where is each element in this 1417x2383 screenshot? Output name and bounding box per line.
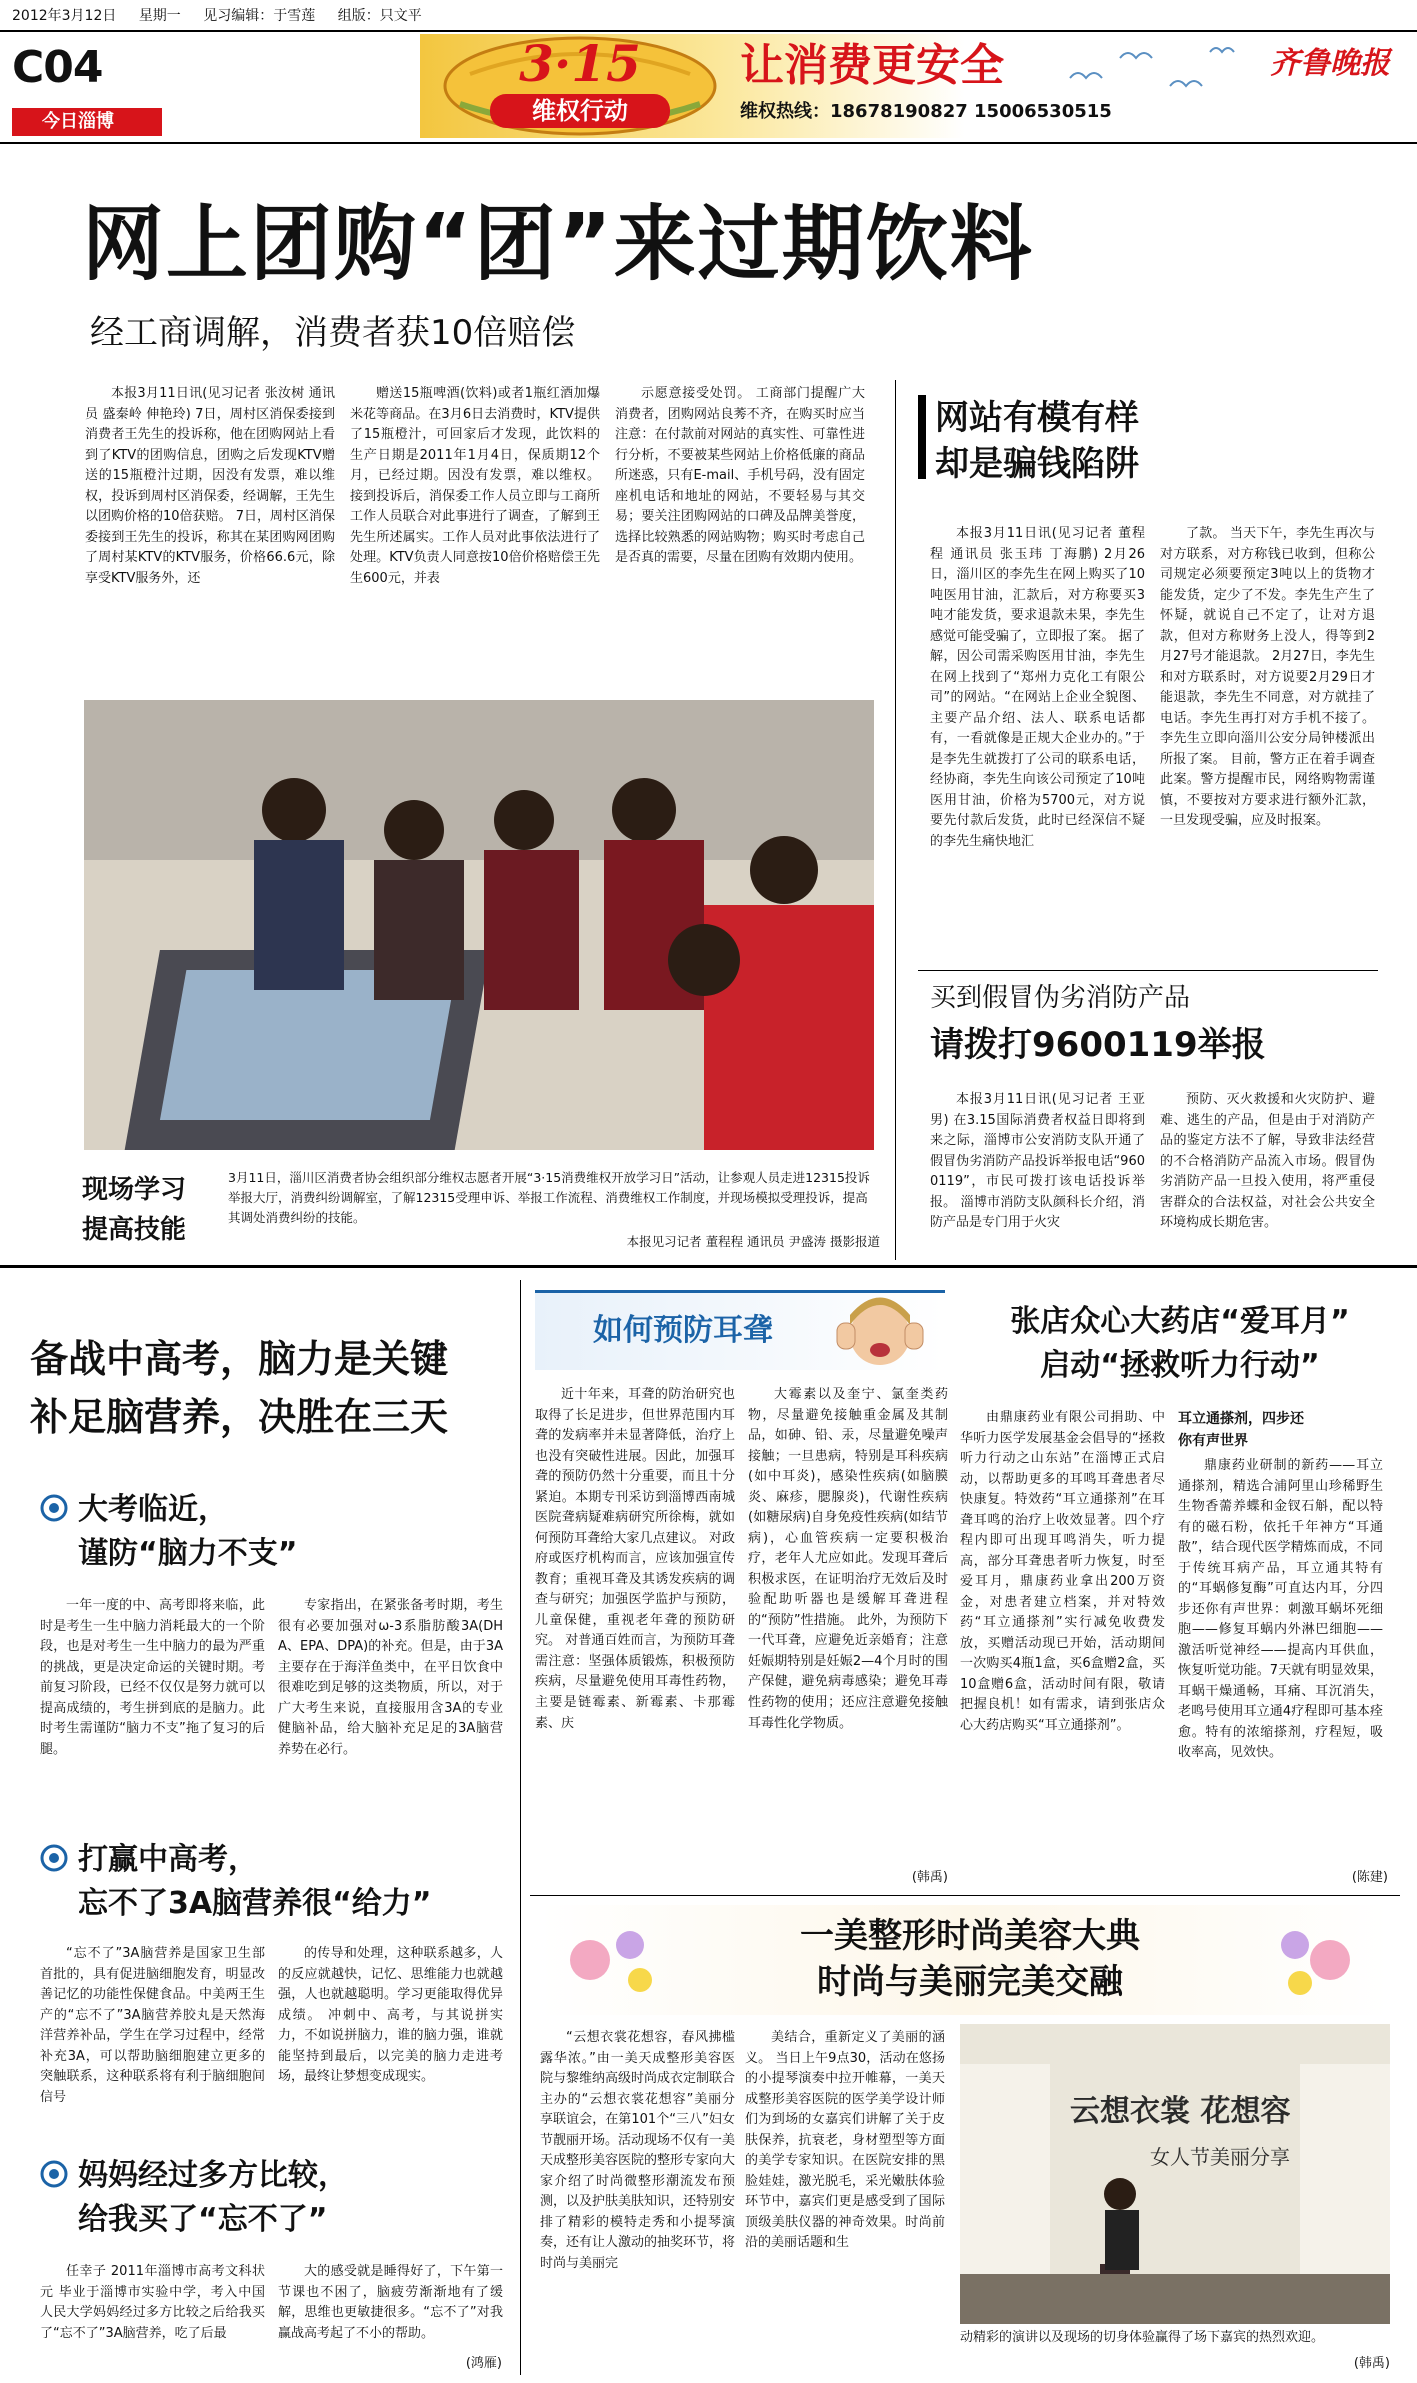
brain-s2-title-line-1: 打赢中高考， <box>78 1842 258 1877</box>
fire-headline: 请拨打9600119举报 <box>930 1025 1266 1065</box>
right-col-1: 本报3月11日讯(见习记者 董程程 通讯员 张玉玮 丁海鹏) 2月26日，淄川区的李先生在网上购买了10吨医用甘油，汇款后，对方称要买3吨才能发货，要求退款未果，李先生感觉可能受骗了，立即报了案。 据了解，因公司需采购医用甘油，李先生在网上找到了“郑州力克化工有限公司”的网站。“在网站上企业全貌图、主要产品介绍、法人、联系电话都有，一看就像是正规大企业办的。”于是李先生就拨打了公司的联系电话，经协商，李先生向该公司预定了10吨医用甘油，价格为5700元，对方说要先付款后发货，此时已经深信不疑的李先生痛快地汇 <box>930 526 1145 849</box>
section-label: 今日淄博 <box>12 108 162 136</box>
right-col-2: 了款。 当天下午，李先生再次与对方联系，对方称钱已收到，但称公司规定必须要预定3吨以上的货物才能发货，定少了不发。李先生产生了怀疑，就说自己不定了，让对方退款，但对方称财务上没人，得等到2月27号才能退款。 2月27日，李先生和对方联系时，对方说要2月29日才能退款，李先生不同意，对方就挂了电话。李先生再打对方手机不接了。李先生立即向淄川公安分局钟楼派出所报了案。 目前，警方正在着手调查此案。警方提醒市民，网络购物需谨慎，不要按对方要求进行额外汇款，一旦发现受骗，应及时报案。 <box>1160 526 1375 829</box>
date-line: 2012年3月12日 <box>12 8 117 24</box>
ear-sign: (韩禹) <box>911 1870 948 1885</box>
beauty-photo-caption: 动精彩的演讲以及现场的切身体验赢得了场下嘉宾的热烈欢迎。 <box>960 2330 1325 2345</box>
fire-kicker: 买到假冒伪劣消防产品 <box>930 983 1191 1013</box>
photo-credit: 本报见习记者 董程程 通讯员 尹盛涛 摄影报道 <box>626 1234 880 1249</box>
lead-subhead: 经工商调解，消费者获10倍赔偿 <box>90 313 576 353</box>
beauty-sign: (韩禹) <box>1353 2356 1390 2371</box>
beauty-col-1: “云想衣裳花想容，春风拂槛露华浓。”由一美天成整形美容医院与黎维纳高级时尚成衣定制联合主办的“云想衣裳花想容”美丽分享联谊会，在第101个“三八”妇女节靓丽开场。活动现场不仅有一美天成整形美容医院的整形专家向大家介绍了时尚微整形潮流发布预测，以及护肤美肤知识，还特别安排了精彩的模特走秀和小提琴演奏，还有让人激动的抽奖环节，将时尚与美丽完 <box>540 2030 735 2271</box>
photo-illustration <box>84 700 874 1150</box>
headline-bar <box>918 395 926 479</box>
pharmacy-headline <box>960 1300 1400 1392</box>
lead-col-2: 赠送15瓶啤酒(饮料)或者1瓶红酒加爆米花等商品。在3月6日去消费时，KTV提供了15瓶橙汁，可回家后才发现，此饮料的生产日期是2011年1月4日，保质期12个月，已经过期。因没有发票，难以维权。 接到投诉后，消保委工作人员立即与工商所工作人员联合对此事进行了调查，了解到王先生所述属实。工作人员对此事依法进行了处理。KTV负责人同意按10倍价格赔偿王先生600元，并表 <box>350 386 600 586</box>
masthead-meta <box>12 2 572 30</box>
beauty-banner-subtitle: 女人节美丽分享 <box>1150 2145 1290 2169</box>
pharmacy-col2-title <box>1178 1408 1388 1452</box>
brain-s3-title-line-1: 妈妈经过多方比较， <box>78 2158 348 2193</box>
ear-col-2: 大霉素以及奎宁、氯奎类药物，尽量避免接触重金属及其制品，如砷、铅、汞，尽量避免噪声接触；一旦患病，特别是耳科疾病(如中耳炎)，感染性疾病(如脑膜炎、麻疹，腮腺炎)，代谢性疾病(如糖尿病)自身免疫性疾病(如结节病)，心血管疾病一定要积极治疗，老年人尤应如此。发现耳聋后积极求医，在证明治疗无效后及时验配助听器也是缓解耳聋进程的“预防”性措施。 此外，为预防下一代耳聋，应避免近亲婚育；注意妊娠期特别是妊娠2—4个月时的围产保健，避免病毒感染；避免耳毒性药物的使用；还应注意避免接触耳毒性化学物质。 <box>748 1387 948 1731</box>
lead-col-1: 本报3月11日讯(见习记者 张汝树 通讯员 盛秦岭 伸艳玲) 7日，周村区消保委接到消费者王先生的投诉称，他在团购网站上看到了KTV的团购信息，团购之后发现KTV赠送的15瓶橙汁过期，因没有发票，难以维权，投诉到周村区消保委，经调解，王先生以团购价格的10倍获赔。 7日，周村区消保委接到王先生的投诉，称其在某团购网团购了周村某KTV的KTV服务，价格66.6元，除享受KTV服务外，还 <box>85 386 335 586</box>
photo-caption: 3月11日，淄川区消费者协会组织部分维权志愿者开展“3·15消费维权开放学习日”活动，让参观人员走进12315投诉举报大厅，消费纠纷调解室，了解12315受理申诉、举报工作流程、消费维权工作制度，并现场模拟受理投诉，提高其调处消费纠纷的技能。 <box>228 1170 870 1225</box>
brain-s1-title-line-2: 谨防“脑力不支” <box>78 1536 298 1571</box>
banner <box>420 34 1410 138</box>
brain-s1-title-line-1: 大考临近， <box>78 1492 228 1527</box>
ad-section-rule <box>0 1265 1417 1268</box>
birds-icon <box>1060 38 1260 108</box>
lead-headline: 网上团购“团”来过期饮料 <box>82 197 1034 292</box>
side-caption-line-2: 提高技能 <box>82 1215 187 1245</box>
target-icon <box>40 1494 68 1522</box>
pharmacy-col2-title-line-1: 耳立通搽剂，四步还 <box>1178 1411 1304 1427</box>
pharmacy-col2-title-line-2: 你有声世界 <box>1178 1433 1248 1449</box>
beauty-headline-line-1: 一美整形时尚美容大典 <box>800 1916 1140 1956</box>
badge-subtitle: 维权行动 <box>490 94 670 128</box>
slogan: 让消费更安全 <box>740 40 1004 91</box>
brain-headline-line-1: 备战中高考，脑力是关键 <box>30 1337 449 1381</box>
consumer-center-photo <box>84 700 874 1150</box>
beauty-header <box>540 1905 1390 2015</box>
ad-divider <box>520 1280 521 2375</box>
hotline: 维权热线：18678190827 15006530515 <box>740 101 1112 122</box>
flower-icon <box>1270 1915 1380 2005</box>
brain-s1-title <box>78 1488 498 1578</box>
woman-covering-ears-icon <box>825 1295 935 1371</box>
right-headline <box>935 395 1265 489</box>
weekday: 星期一 <box>138 8 181 24</box>
beauty-col-2: 美结合，重新定义了美丽的涵义。 当日上午9点30，活动在悠扬的小提琴演奏中拉开帷幕，一美天成整形美容医院的医学美学设计师们为到场的女嘉宾们讲解了关于皮肤保养，抗衰老，身材塑型等方面的美学专家知识。在医院安排的黑脸娃娃，激光脱毛，采光嫩肤体验环节中，嘉宾们更是感受到了国际顶级美肤仪器的神奇效果。时尚前沿的美丽话题和生 <box>745 2030 945 2251</box>
pharmacy-headline-line-2: 启动“拯救听力行动” <box>1040 1348 1320 1383</box>
brain-s1-col-2: 专家指出，在紧张备考时期，考生很有必要加强对ω-3系脂肪酸3A(DHA、EPA、DPA)的补充。但是，由于3A主要存在于海洋鱼类中，在平日饮食中很难吃到足够的这类物质，所以，对于广大考生来说，直接服用含3A的专业健脑补品，给大脑补充足足的3A脑营养势在必行。 <box>278 1598 503 1757</box>
brain-headline <box>30 1330 510 1460</box>
ear-title-box <box>535 1290 945 1370</box>
photo-side-caption <box>82 1170 202 1250</box>
ear-title: 如何预防耳聋 <box>593 1313 773 1348</box>
pharmacy-headline-line-1: 张店众心大药店“爱耳月” <box>1010 1304 1350 1339</box>
brain-s2-col-1: “忘不了”3A脑营养是国家卫生部首批的，具有促进脑细胞发育，明显改善记忆的功能性保健食品。中美两王生产的“忘不了”3A脑营养胶丸是天然海洋营养补品，学生在学习过程中，经常补充3A，可以帮助脑细胞建立更多的突触联系，这种联系将有利于脑细胞间信号 <box>40 1946 265 2105</box>
layout-credit: 组版：只文平 <box>337 8 422 24</box>
beauty-banner-title: 云想衣裳 花想容 <box>1070 2094 1291 2129</box>
brain-s3-title-line-2: 给我买了“忘不了” <box>78 2202 328 2237</box>
beauty-event-photo <box>960 2024 1390 2324</box>
editor-credit: 见习编辑：于雪莲 <box>203 8 316 24</box>
right-headline-line-1: 网站有模有样 <box>935 398 1139 438</box>
beauty-headline-line-2: 时尚与美丽完美交融 <box>817 1962 1123 2002</box>
brain-s1-col-1: 一年一度的中、高考即将来临，此时是考生一生中脑力消耗最大的一个阶段，也是对考生一生中脑力的最为严重的挑战，更是决定命运的关键时期。考前复习阶段，已经不仅仅是努力就可以提高成绩的，考生拼到底的是脑力。此时考生需谨防“脑力不支”拖了复习的后腿。 <box>40 1598 265 1757</box>
badge-315: 3·15 <box>519 34 641 93</box>
paper-logo: 齐鲁晚报 <box>1270 46 1390 81</box>
brain-headline-line-2: 补足脑营养，决胜在三天 <box>30 1395 449 1439</box>
fire-col-1: 本报3月11日讯(见习记者 王亚男) 在3.15国际消费者权益日即将到来之际，淄博市公安消防支队开通了假冒伪劣消防产品投诉举报电话“9600119”，市民可拨打该电话投诉举报。 淄博市消防支队颜科长介绍，消防产品是专门用于火灾 <box>930 1092 1145 1231</box>
brain-s2-title <box>78 1838 518 1928</box>
brain-s2-col-2: 的传导和处理，这种联系越多，人的反应就越快，记忆、思维能力也就越强，人也就越聪明。学习更能取得优异成绩。 冲刺中、高考，与其说拼实力，不如说拼脑力，谁的脑力强，谁就能坚持到最后，以完美的脑力走进考场，最终让梦想变成现实。 <box>278 1946 503 2085</box>
brain-sign: (鸿雁) <box>465 2356 502 2371</box>
fire-col-2: 预防、灭火救援和火灾防护、避难、逃生的产品，但是由于对消防产品的鉴定方法不了解，导致非法经营的不合格消防产品流入市场。假冒伪劣消防产品一旦投入使用，将严重侵害群众的合法权益，对社会公共安全环境构成长期危害。 <box>1160 1092 1375 1231</box>
lead-col-3: 示愿意接受处罚。 工商部门提醒广大消费者，团购网站良莠不齐，在购买时应当注意：在付款前对网站的真实性、可靠性进行分析，不要被某些网站上价格低廉的商品所迷惑，只有E-mail、手机号码，没有固定座机电话和地址的网站，不要轻易与其交易；要关注团购网站的口碑及品牌美誉度，选择比较熟悉的网站购物；购买时考虑自己是否真的需要，尽量在团购有效期内使用。 <box>615 386 865 566</box>
brain-s3-col-2: 大的感受就是睡得好了，下午第一节课也不困了，脑疲劳渐渐地有了缓解，思维也更敏捷很多。“忘不了”对我赢战高考起了不小的帮助。 <box>278 2264 503 2341</box>
story-rule <box>918 970 1378 971</box>
beauty-headline <box>690 1913 1250 2007</box>
pharmacy-col-1: 由鼎康药业有限公司捐助、中华听力医学发展基金会倡导的“拯救听力行动之山东站”在淄博正式启动，以帮助更多的耳鸣耳聋患者尽快康复。特效药“耳立通搽剂”在耳聋耳鸣的治疗上收效显著。四个疗程内即可出现耳鸣消失，听力提高，部分耳聋患者听力恢复，时至爱耳月，鼎康药业拿出200万资金，对患者建立档案，并对特效药“耳立通搽剂”实行减免收费发放，买赠活动现已开始，活动期间一次购买4瓶1盒，买6盒赠2盒，买10盒赠6盒，活动时间有限，敬请把握良机！如有需求，请到张店众心大药店购买“耳立通搽剂”。 <box>960 1410 1165 1733</box>
pharmacy-sign: (陈建) <box>1351 1870 1388 1885</box>
page-code: C04 <box>12 42 103 93</box>
brain-s2-title-line-2: 忘不了3A脑营养很“给力” <box>78 1886 432 1921</box>
side-caption-line-1: 现场学习 <box>82 1175 187 1205</box>
photo-illustration <box>960 2024 1390 2324</box>
flower-icon <box>550 1915 670 2005</box>
top-rule <box>0 30 1417 32</box>
ear-col-1: 近十年来，耳聋的防治研究也取得了长足进步，但世界范围内耳聋的发病率并未显著降低，治疗上也没有突破性进展。因此，加强耳聋的预防仍然十分重要，而且十分紧迫。本期专刊采访到淄博西南城医院聋病疑难病研究所徐梅，就如何预防耳聋给大家几点建议。 对政府或医疗机构而言，应该加强宣传教育；重视耳聋及其诱发疾病的调查与研究；加强医学监护与预防，儿童保健，重视老年聋的预防研究。 对普通百姓而言，为预防耳聋需注意：坚强体质锻炼，积极预防疾病，尽量避免使用耳毒性药物，主要是链霉素、新霉素、卡那霉素、庆 <box>535 1387 735 1731</box>
right-headline-line-2: 却是骗钱陷阱 <box>935 444 1139 484</box>
target-icon <box>40 1844 68 1872</box>
masthead-rule <box>0 142 1417 144</box>
target-icon <box>40 2160 68 2188</box>
brain-s3-col-1: 任幸子 2011年淄博市高考文科状元 毕业于淄博市实验中学，考入中国人民大学妈妈经过多方比较之后给我买了“忘不了”3A脑营养，吃了后最 <box>40 2264 265 2341</box>
beauty-rule <box>530 1895 1400 1896</box>
column-divider <box>895 380 896 1260</box>
pharmacy-col-2: 鼎康药业研制的新药——耳立通搽剂，精选合浦阿里山珍稀野生生物香薷养蝶和金钗石斛，配以特有的磁石粉，依托千年神方“耳通散”，结合现代医学精炼而成，不同于传统耳病产品，耳立通其特有的“耳蜗修复酶”可直达内耳，分四步还你有声世界：刺激耳蜗坏死细胞——修复耳蜗内外淋巴细胞——激活听觉神经——提高内耳供血，恢复听觉功能。7天就有明显效果，耳蜗干燥通畅，耳痛、耳沉消失，老鸣号使用耳立通4疗程即可基本痊愈。特有的浓缩搽剂，疗程短，吸收率高，见效快。 <box>1178 1458 1383 1761</box>
brain-s3-title <box>78 2154 518 2244</box>
